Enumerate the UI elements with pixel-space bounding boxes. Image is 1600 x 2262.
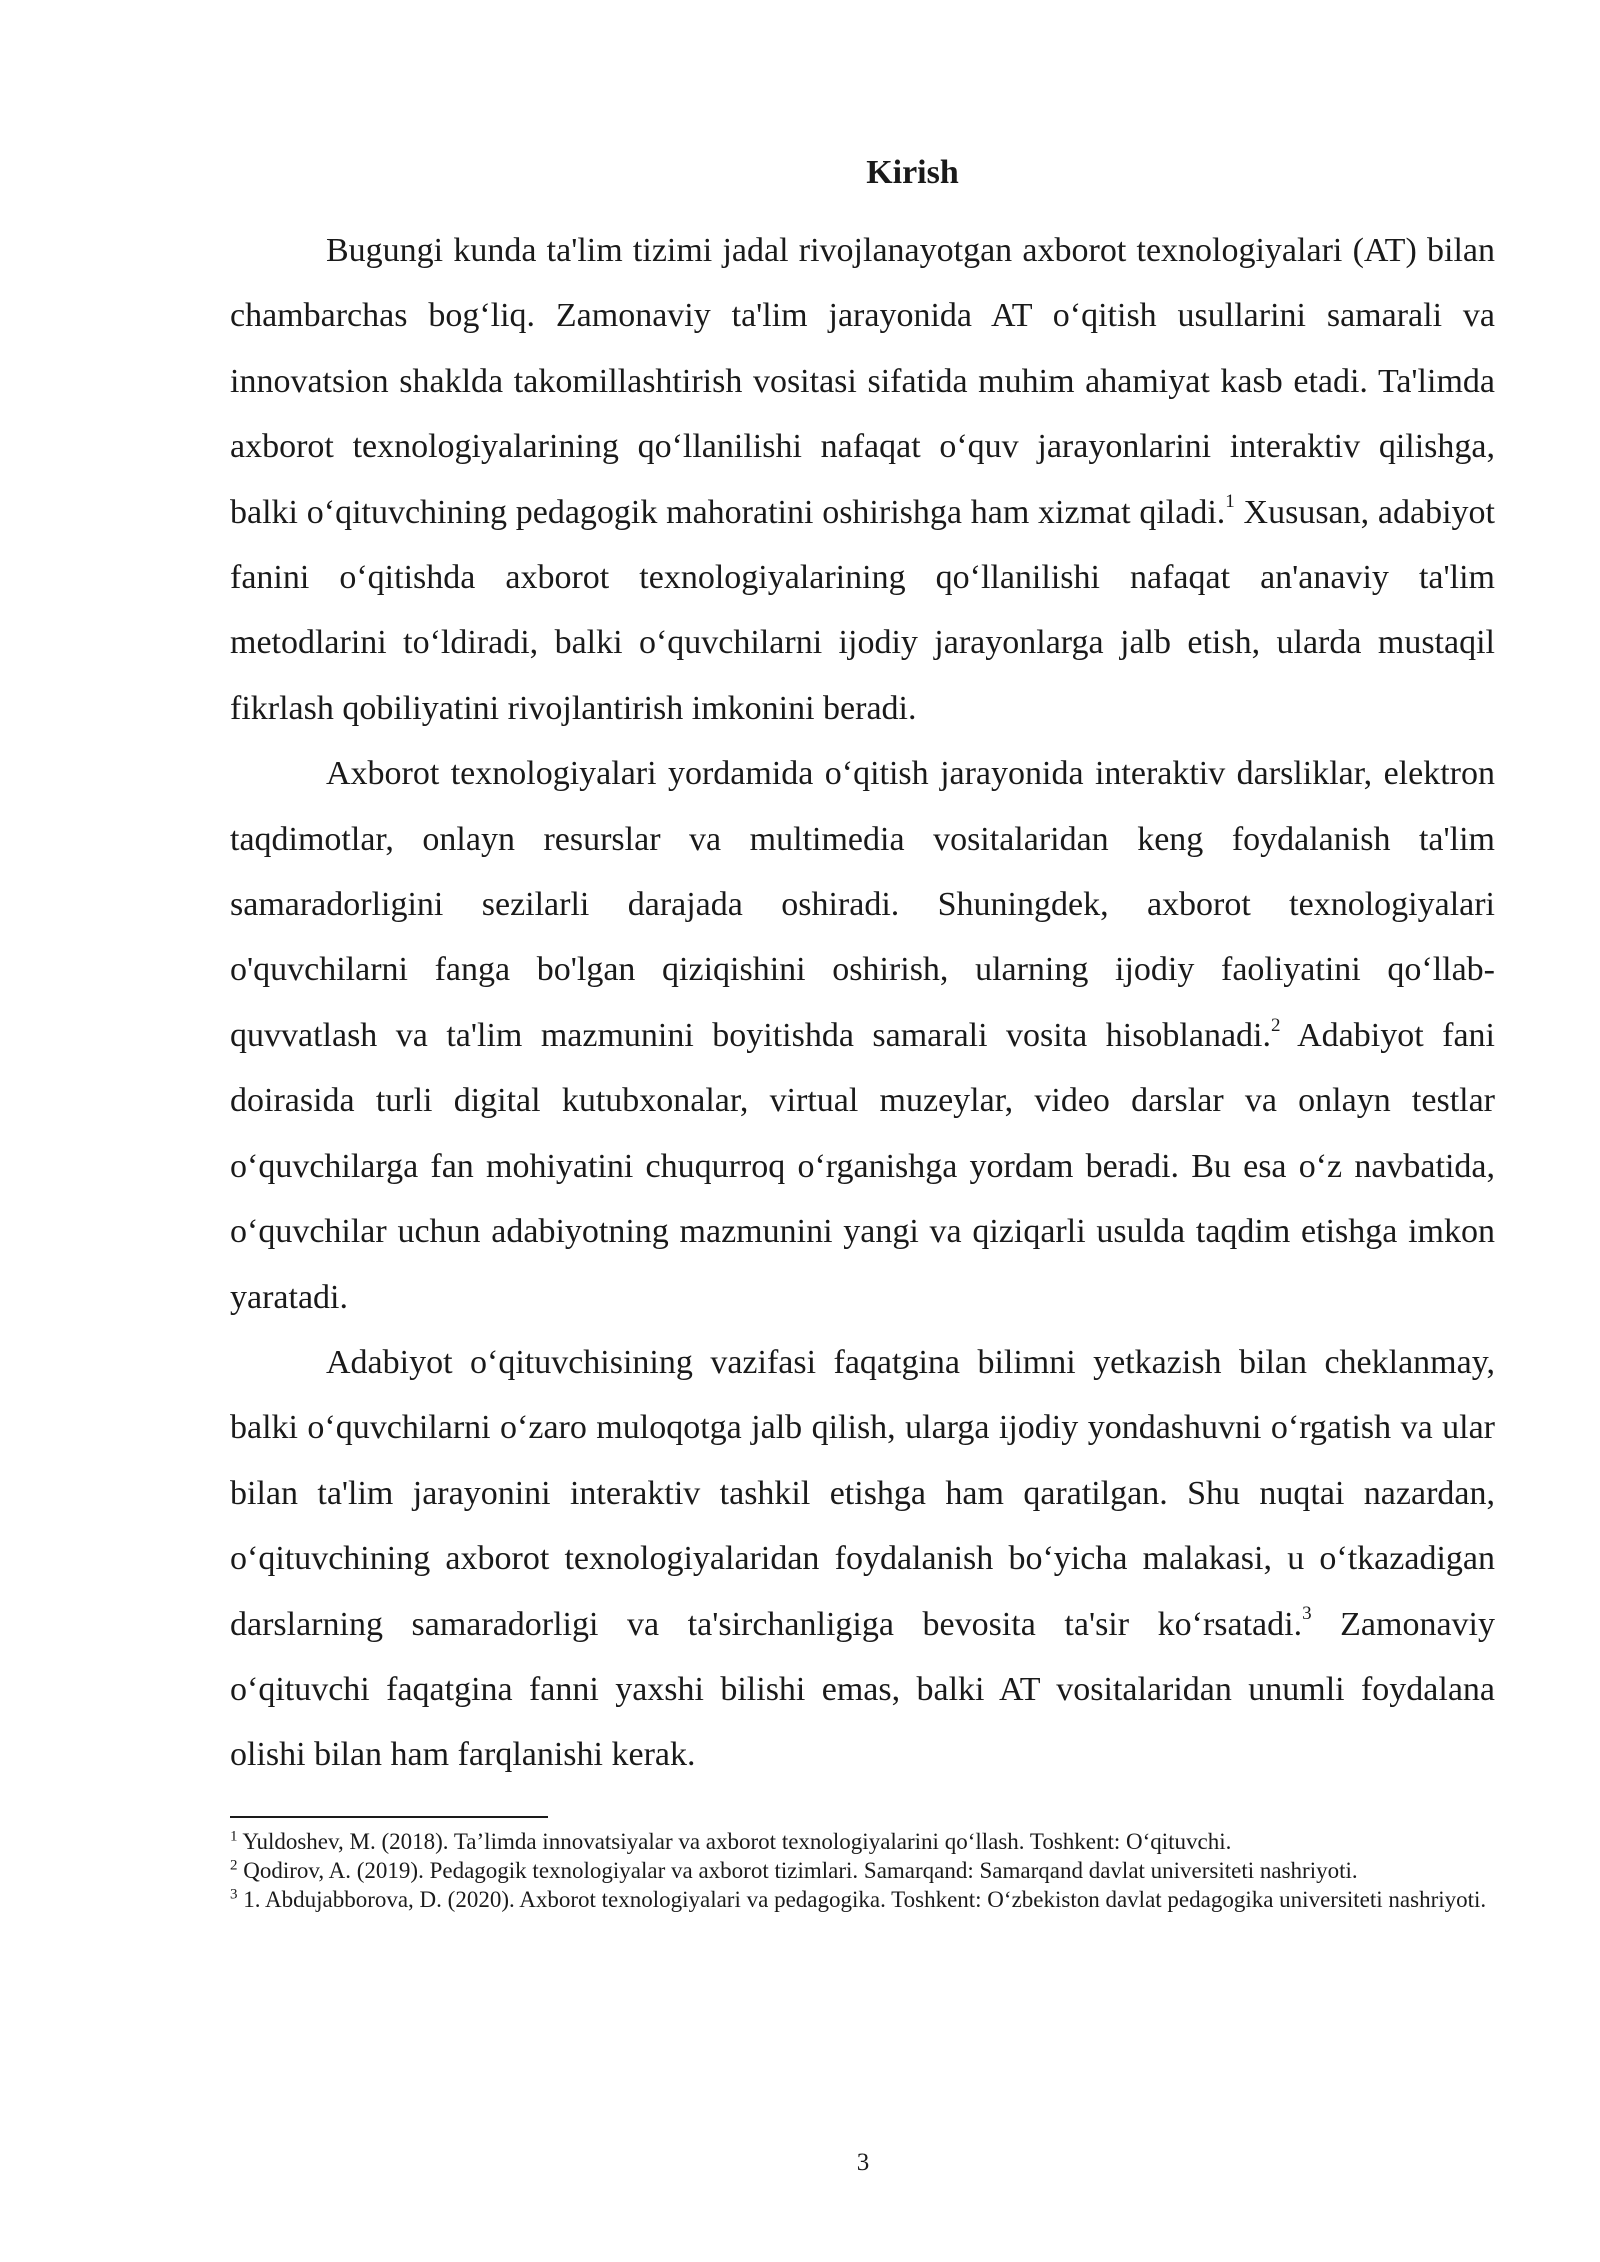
footnote-number: 3 [230, 1886, 238, 1903]
body-text [230, 218, 1495, 1788]
footnote-ref-2[interactable]: 2 [1271, 1014, 1281, 1036]
paragraph-2 [230, 741, 1495, 1330]
footnote-2 [230, 1857, 1495, 1885]
footnote-text: Qodirov, A. (2019). Pedagogik texnologiyalar va axborot tizimlari. Samarqand: Samarqand davlat universiteti nashriyoti. [237, 1857, 1358, 1883]
footnote-1 [230, 1828, 1495, 1856]
paragraph-text: Zamonaviy o‘qituvchi faqatgina fanni yaxshi bilishi emas, balki AT vositalaridan unumli foydalana olishi bilan ham farqlanishi kerak. [230, 1605, 1496, 1774]
paragraph-text: Adabiyot fani doirasida turli digital kutubxonalar, virtual muzeylar, video darslar va onlayn testlar o‘quvchilarga fan mohiyatini chuqurroq o‘rganishga yordam beradi. Bu esa o‘z navbatida, o‘quvchilar uchun adabiyotning mazmunini yangi va qiziqarli usulda taqdim etishga imkon yaratadi. [230, 1016, 1495, 1316]
footnote-text: Yuldoshev, M. (2018). Ta’limda innovatsiyalar va axborot texnologiyalarini qo‘llash. Toshkent: O‘qituvchi. [237, 1828, 1232, 1854]
footnote-number: 2 [230, 1857, 238, 1874]
footnotes [230, 1828, 1495, 1914]
paragraph-3 [230, 1330, 1495, 1788]
paragraph-text: Xususan, adabiyot fanini o‘qitishda axborot texnologiyalarining qo‘llanilishi nafaqat an'anaviy ta'lim metodlarini to‘ldiradi, balki o‘quvchilarni ijodiy jarayonlarga jalb etish, ularda mustaqil fikrlash qobiliyatini rivojlantirish imkonini beradi. [230, 493, 1495, 727]
section-title: Kirish [866, 154, 959, 191]
paragraph-1 [230, 218, 1495, 741]
footnote-3 [230, 1886, 1495, 1914]
footnote-number: 1 [230, 1828, 238, 1845]
page-number: 3 [856, 2149, 870, 2176]
footnote-text: 1. Abdujabborova, D. (2020). Axborot texnologiyalari va pedagogika. Toshkent: O‘zbekiston davlat pedagogika universiteti nashriyoti. [237, 1886, 1487, 1912]
footnote-ref-1[interactable]: 1 [1225, 491, 1235, 513]
paragraph-text: Bugungi kunda ta'lim tizimi jadal rivojlanayotgan axborot texnologiyalari (AT) bilan chambarchas bog‘liq. Zamonaviy ta'lim jarayonida AT o‘qitish usullarini samarali va innovatsion shaklda takomillashtirish vositasi sifatida muhim ahamiyat kasb etadi. Ta'limda axborot texnologiyalarining qo‘llanilishi nafaqat o‘quv jarayonlarini interaktiv qilishga, balki o‘qituvchining pedagogik mahoratini oshirishga ham xizmat qiladi. [230, 232, 1495, 531]
document-page [230, 148, 1495, 1915]
footnote-separator [230, 1816, 548, 1818]
footnote-ref-3[interactable]: 3 [1302, 1603, 1312, 1625]
paragraph-text: Axborot texnologiyalari yordamida o‘qitish jarayonida interaktiv darsliklar, elektron taqdimotlar, onlayn resurslar va multimedia vositalaridan keng foydalanish ta'lim samaradorligini sezilarli darajada oshiradi. Shuningdek, axborot texnologiyalari o'quvchilarni fanga bo'lgan qiziqishini oshirish, ularning ijodiy faoliyatini qo‘llab-quvvatlash va ta'lim mazmunini boyitishda samarali vosita hisoblanadi. [230, 755, 1495, 1054]
paragraph-text: Adabiyot o‘qituvchisining vazifasi faqatgina bilimni yetkazish bilan cheklanmay, balki o‘quvchilarni o‘zaro muloqotga jalb qilish, ularga ijodiy yondashuvni o‘rgatish va ular bilan ta'lim jarayonini interaktiv tashkil etishga ham qaratilgan. Shu nuqtai nazardan, o‘qituvchining axborot texnologiyalaridan foydalanish bo‘yicha malakasi, u o‘tkazadigan darslarning samaradorligi va ta'sirchanligiga bevosita ta'sir ko‘rsatadi. [230, 1343, 1495, 1643]
